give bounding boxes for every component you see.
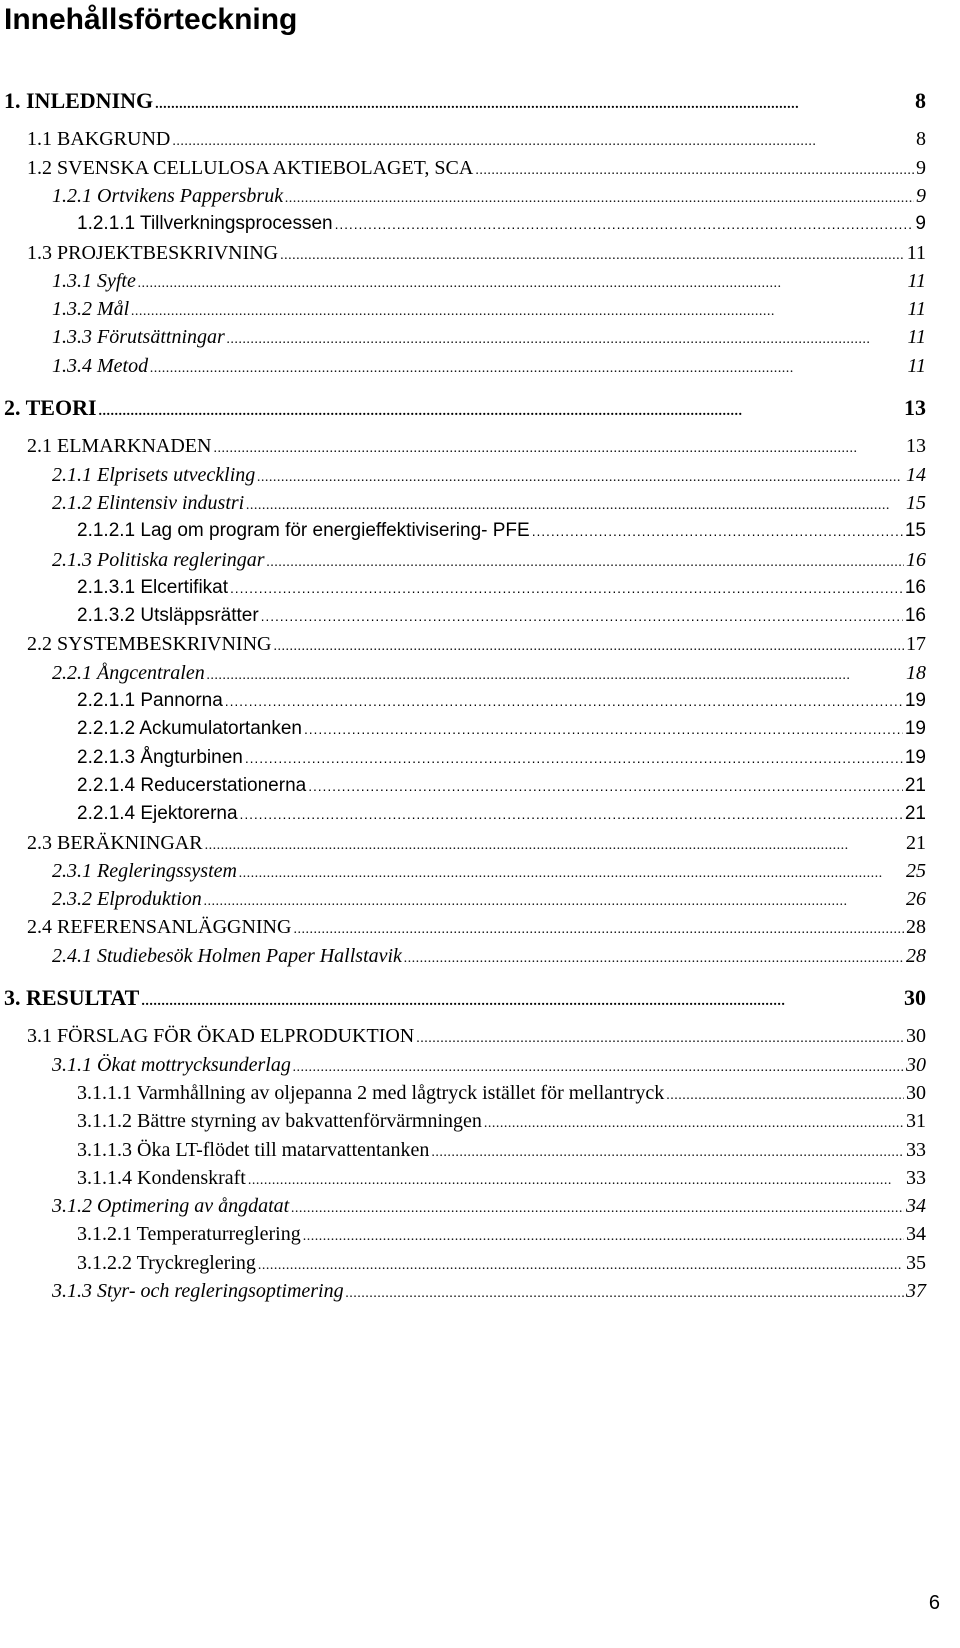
toc-entry[interactable] (77, 573, 926, 603)
toc-entry-page: 21 (904, 803, 926, 825)
toc-entry[interactable] (4, 393, 926, 423)
dot-leader (346, 1276, 904, 1309)
toc-entry[interactable] (77, 743, 926, 773)
toc-entry[interactable] (77, 1219, 926, 1249)
toc-entry-label: 2.1 ELMARKNADEN (27, 435, 212, 458)
toc-entry-page: 9 (916, 184, 926, 207)
toc-entry[interactable] (52, 181, 926, 211)
toc-entry-label: 3.1.1 Ökat mottrycksunderlag (52, 1053, 291, 1076)
toc-entry-label: 1.2 SVENSKA CELLULOSA AKTIEBOLAGET, SCA (27, 156, 474, 179)
toc-entry[interactable] (52, 488, 926, 518)
toc-entry-label: 1.3.3 Förutsättningar (52, 326, 225, 349)
toc-entry[interactable] (27, 1021, 926, 1051)
toc-entry-label: 1.3.2 Mål (52, 298, 130, 321)
toc-entry[interactable] (77, 686, 926, 716)
toc-entry[interactable] (27, 124, 926, 154)
toc-entry-label: 3.1.1.3 Öka LT-flödet till matarvattentanken (77, 1138, 430, 1161)
toc-entry-label: 2.4 REFERENSANLÄGGNING (27, 916, 292, 939)
toc-entry[interactable] (52, 294, 926, 324)
toc-entry[interactable] (52, 856, 926, 886)
toc-entry[interactable] (77, 1135, 926, 1165)
toc-entry-page: 15 (906, 491, 926, 514)
toc-entry-label: 3.1.2.1 Temperaturreglering (77, 1223, 301, 1246)
toc-entry[interactable] (52, 351, 926, 381)
toc-entry-page: 17 (906, 633, 926, 656)
toc-entry-page: 30 (904, 985, 926, 1010)
toc-entry-page: 33 (906, 1166, 926, 1189)
toc-entry-label: 3. RESULTAT (4, 985, 140, 1010)
toc-entry-label: 2.2.1.3 Ångturbinen (77, 746, 243, 768)
toc-entry-page: 11 (906, 241, 926, 264)
toc-entry[interactable] (52, 1191, 926, 1221)
toc-entry[interactable] (77, 714, 926, 744)
toc-entry-page: 16 (904, 576, 926, 598)
toc-entry[interactable] (52, 658, 926, 688)
toc-entry[interactable] (27, 828, 926, 858)
toc-entry-page: 19 (904, 690, 926, 711)
toc-entry-page: 13 (906, 435, 926, 458)
toc-entry-page: 25 (906, 859, 926, 882)
toc-entry-label: 2.2 SYSTEMBESKRIVNING (27, 633, 272, 656)
toc-entry[interactable] (52, 545, 926, 575)
toc-entry-page: 21 (906, 831, 926, 854)
toc-entry[interactable] (27, 629, 926, 659)
toc-entry[interactable] (52, 1050, 926, 1080)
toc-entry-label: 2.3 BERÄKNINGAR (27, 831, 203, 854)
toc-entry[interactable] (77, 1078, 926, 1108)
toc-entry-page: 26 (906, 888, 926, 911)
toc-entry[interactable] (52, 322, 926, 352)
toc-entry-page: 28 (906, 944, 926, 967)
toc-entry-label: 2.2.1.1 Pannorna (77, 690, 223, 711)
toc-entry-label: 2. TEORI (4, 395, 97, 420)
toc-entry-page: 18 (906, 661, 926, 684)
toc-entry-label: 1.2.1.1 Tillverkningsprocessen (77, 213, 333, 235)
dot-leader (240, 799, 903, 829)
toc-entry-page: 19 (904, 718, 926, 740)
toc-entry-label: 3.1 FÖRSLAG FÖR ÖKAD ELPRODUKTION (27, 1025, 415, 1048)
toc-entry-page: 31 (906, 1110, 926, 1133)
dot-leader (404, 941, 904, 974)
toc-entry-label: 2.1.2.1 Lag om program för energieffektivisering- PFE (77, 520, 530, 542)
toc-entry-label: 2.2.1 Ångcentralen (52, 661, 205, 684)
toc-entry[interactable] (52, 266, 926, 296)
toc-entry-label: 2.4.1 Studiebesök Holmen Paper Hallstavik (52, 944, 402, 967)
toc-entry[interactable] (4, 86, 926, 116)
toc-entry-label: 2.1.3.2 Utsläppsrätter (77, 605, 259, 627)
toc-entry[interactable] (77, 601, 926, 631)
toc-entry-label: 2.1.2 Elintensiv industri (52, 491, 245, 514)
toc-entry-label: 3.1.1.1 Varmhållning av oljepanna 2 med lågtryck istället för mellantryck (77, 1081, 665, 1104)
toc-entry-label: 2.3.2 Elproduktion (52, 888, 202, 911)
toc-entry-page: 30 (906, 1053, 926, 1076)
dot-leader (335, 209, 914, 239)
toc-entry-page: 13 (904, 395, 926, 420)
toc-entry-label: 2.1.3.1 Elcertifikat (77, 576, 229, 598)
toc-entry-label: 1.3.4 Metod (52, 354, 149, 377)
toc-entry[interactable] (77, 1163, 926, 1193)
dot-leader (532, 516, 903, 546)
toc-entry-label: 1. INLEDNING (4, 88, 154, 113)
toc-entry-page: 14 (906, 463, 926, 486)
dot-leader (99, 393, 902, 427)
toc-entry-page: 11 (907, 298, 926, 321)
toc-entry-page: 9 (915, 213, 926, 235)
toc-entry-label: 3.1.1.2 Bättre styrning av bakvattenförvärmningen (77, 1110, 482, 1133)
toc-entry-page: 16 (906, 548, 926, 571)
toc-entry-page: 8 (915, 88, 926, 113)
toc-entry[interactable] (27, 153, 926, 183)
dot-leader (245, 743, 903, 773)
toc-entry-page: 37 (906, 1280, 926, 1302)
toc-entry[interactable] (27, 912, 926, 942)
toc-entry-page: 11 (907, 354, 926, 377)
toc-entry-page: 11 (907, 269, 926, 292)
toc-entry-label: 2.2.1.4 Reducerstationerna (77, 774, 307, 796)
toc-entry-page: 19 (904, 746, 926, 768)
dot-leader (308, 771, 903, 801)
toc-entry[interactable] (77, 771, 926, 801)
toc-entry-label: 1.3 PROJEKTBESKRIVNING (27, 241, 279, 264)
toc-entry[interactable] (77, 516, 926, 546)
toc-entry-label: 1.2.1 Ortvikens Pappersbruk (52, 184, 284, 207)
toc-entry-page: 30 (906, 1025, 926, 1048)
toc-entry-page: 30 (906, 1081, 926, 1104)
dot-leader (141, 983, 902, 1017)
dot-leader (155, 86, 913, 120)
toc-entry-page: 16 (904, 605, 926, 627)
toc-entry[interactable] (52, 941, 926, 971)
toc-entry[interactable] (27, 238, 926, 268)
dot-leader (304, 714, 903, 744)
toc-entry[interactable] (77, 1106, 926, 1136)
toc-entry-page: 33 (906, 1138, 926, 1161)
toc-entry[interactable] (27, 431, 926, 461)
toc-entry-label: 3.1.3 Styr- och regleringsoptimering (52, 1280, 344, 1302)
toc-entry[interactable] (52, 1276, 926, 1306)
toc-entry[interactable] (77, 209, 926, 239)
toc-entry-page: 8 (916, 128, 926, 151)
toc-entry-page: 34 (906, 1223, 926, 1246)
toc-entry[interactable] (52, 460, 926, 490)
dot-leader (150, 351, 905, 384)
toc-entry[interactable] (77, 1248, 926, 1278)
dot-leader (261, 601, 903, 631)
dot-leader (225, 686, 903, 716)
toc-entry-label: 3.1.2 Optimering av ångdatat (52, 1195, 290, 1218)
toc-entry[interactable] (52, 884, 926, 914)
toc-entry-page: 28 (906, 916, 926, 939)
toc-entry-label: 2.2.1.4 Ejektorerna (77, 803, 238, 825)
toc-entry-page: 21 (904, 774, 926, 796)
dot-leader (230, 573, 903, 603)
toc-entry-label: 1.3.1 Syfte (52, 269, 136, 292)
toc-entry-label: 3.1.1.4 Kondenskraft (77, 1166, 246, 1189)
toc-entry-page: 34 (906, 1195, 926, 1218)
toc-entry-label: 3.1.2.2 Tryckreglering (77, 1251, 256, 1274)
toc-entry-label: 2.2.1.2 Ackumulatortanken (77, 718, 302, 740)
toc-entry[interactable] (4, 983, 926, 1013)
page-number: 6 (928, 1592, 940, 1614)
toc-entry-label: 1.1 BAKGRUND (27, 128, 171, 151)
toc-entry-page: 9 (916, 156, 926, 179)
toc-entry-page: 11 (907, 326, 926, 349)
toc-entry[interactable] (77, 799, 926, 829)
toc-entry-page: 35 (906, 1251, 926, 1274)
toc-entry-label: 2.1.3 Politiska regleringar (52, 548, 265, 571)
toc-entry-label: 2.3.1 Regleringssystem (52, 859, 237, 882)
toc-entry-page: 15 (904, 520, 926, 542)
toc-heading: Innehållsförteckning (4, 3, 298, 36)
toc-entry-label: 2.1.1 Elprisets utveckling (52, 463, 256, 486)
